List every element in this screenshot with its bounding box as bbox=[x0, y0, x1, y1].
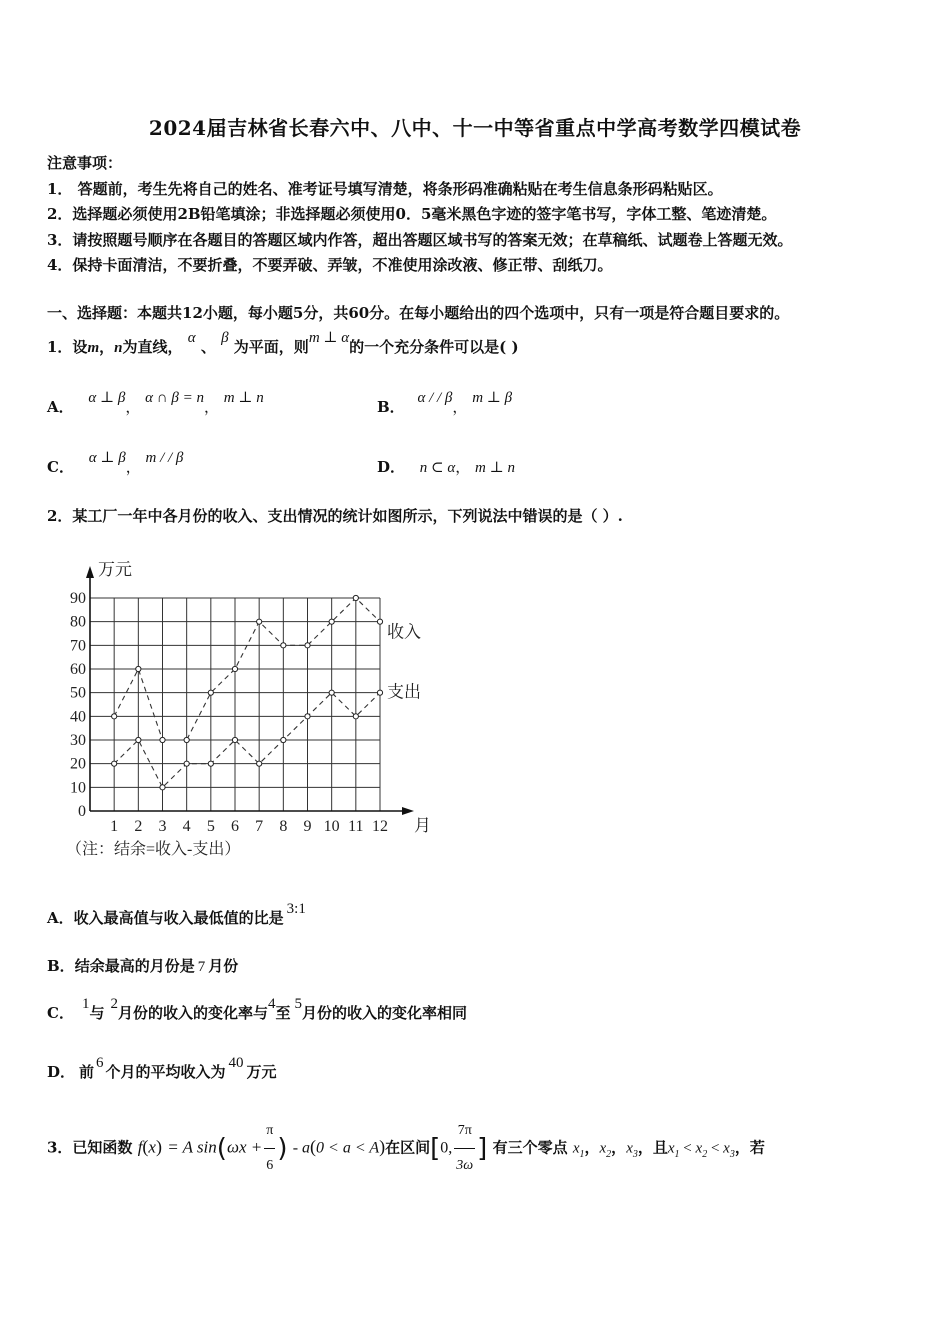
data-point bbox=[257, 761, 262, 766]
q2-option-b-text: 结余最高的月份是 bbox=[74, 957, 195, 975]
q2-option-c-t4: 月份的收入的变化率相同 bbox=[302, 1004, 468, 1022]
q2-option-c-v2: 2 bbox=[110, 996, 118, 1012]
y-tick-label: 80 bbox=[70, 613, 86, 631]
q3-condition: 0 < a < A bbox=[316, 1139, 380, 1157]
q2-option-b-value: 7 bbox=[197, 959, 206, 975]
q3-x3: x bbox=[626, 1140, 633, 1157]
q1-option-a-label: A． bbox=[47, 398, 74, 416]
q1-option-d[interactable] bbox=[377, 456, 515, 477]
q2-option-c-label: C． bbox=[47, 1004, 74, 1022]
x-tick-label: 9 bbox=[303, 818, 312, 835]
q1-text-2: 为直线， bbox=[122, 338, 183, 356]
chart-axes bbox=[86, 566, 414, 815]
q3-three-omega: 3ω bbox=[456, 1158, 474, 1173]
data-point bbox=[160, 785, 165, 790]
data-point bbox=[281, 643, 286, 648]
q3-text-5: ，若 bbox=[734, 1138, 765, 1157]
series-label: 收入 bbox=[387, 622, 421, 642]
q3-pi: π bbox=[264, 1114, 275, 1149]
q3-ineq-x2: x bbox=[695, 1140, 703, 1157]
q1-option-c-part-2: ， bbox=[125, 458, 141, 476]
y-tick-label: 60 bbox=[70, 661, 86, 678]
data-point bbox=[136, 666, 141, 671]
q3-pi-over-6 bbox=[264, 1114, 275, 1183]
x-tick-label: 5 bbox=[206, 818, 215, 835]
q1-sep: 、 bbox=[200, 338, 216, 356]
y-tick-label: 10 bbox=[70, 779, 86, 797]
q2-option-c-v1: 1 bbox=[81, 996, 90, 1012]
chart-ticks bbox=[70, 590, 388, 835]
data-point bbox=[112, 714, 117, 719]
q1-beta: β bbox=[221, 330, 229, 346]
q1-option-c-label: C． bbox=[47, 458, 74, 476]
q1-option-b-part-2: ， bbox=[452, 398, 468, 416]
q1-m: m bbox=[87, 340, 100, 356]
notice-item-3: 3．请按照题号顺序在各题目的答题区域内作答，超出答题区域书写的答案无效；在草稿纸、试题卷上答题无效。 bbox=[47, 231, 793, 249]
data-point bbox=[353, 714, 358, 719]
q1-option-b-part-3: m ⊥ β bbox=[472, 390, 513, 406]
q2-option-c-t3: 至 bbox=[275, 1004, 291, 1022]
q2-option-b-label: B． bbox=[47, 957, 75, 975]
q3-zero: 0, bbox=[440, 1139, 453, 1157]
x-tick-label: 12 bbox=[372, 818, 388, 835]
data-point bbox=[329, 690, 334, 695]
q2-option-d-label: D． bbox=[47, 1063, 76, 1081]
data-point bbox=[208, 761, 213, 766]
question-2-stem: 2．某工厂一年中各月份的收入、支出情况的统计如图所示，下列说法中错误的是（ ）. bbox=[47, 507, 623, 525]
q3-x3-sub: 3 bbox=[632, 1148, 638, 1160]
q3-seven-pi: 7π bbox=[454, 1114, 475, 1149]
q2-option-d-v1: 6 bbox=[96, 1055, 104, 1071]
q2-option-d-v2: 40 bbox=[228, 1055, 244, 1071]
x-axis-arrow bbox=[402, 807, 414, 815]
series-label: 支出 bbox=[387, 682, 421, 702]
q2-option-c[interactable] bbox=[47, 996, 468, 1023]
q1-option-a-part-2: ， bbox=[125, 398, 141, 416]
notice-item-1: 1． 答题前，考生先将自己的姓名、准考证号填写清楚，将条形码准确粘贴在考生信息条形码粘贴区。 bbox=[47, 180, 723, 198]
data-point bbox=[377, 619, 382, 624]
q3-eq: = A sin bbox=[167, 1137, 217, 1157]
q2-option-a-text: 收入最高值与收入最低值的比是 bbox=[73, 909, 284, 927]
page-title: 2024届吉林省长春六中、八中、十一中等省重点中学高考数学四模试卷 bbox=[148, 116, 802, 140]
q1-option-d-part-3: m ⊥ n bbox=[475, 460, 515, 476]
q1-option-c-part-3: m / / β bbox=[145, 450, 184, 466]
chart-note: （注：结余=收入-支出） bbox=[66, 841, 241, 858]
question-1-stem bbox=[47, 330, 519, 357]
income-expense-chart bbox=[62, 548, 442, 863]
x-tick-label: 1 bbox=[110, 818, 119, 835]
data-point bbox=[208, 690, 213, 695]
q1-n: n bbox=[114, 340, 123, 356]
y-tick-label: 40 bbox=[70, 708, 86, 726]
q1-option-d-part-1: n ⊂ α bbox=[419, 460, 456, 476]
q3-x2-sub: 2 bbox=[606, 1148, 612, 1160]
y-tick-label: 50 bbox=[70, 684, 86, 702]
q2-option-c-t2: 月份的收入的变化率与 bbox=[117, 1004, 268, 1022]
x-tick-label: 4 bbox=[182, 818, 191, 835]
q1-option-c-part-1: α ⊥ β bbox=[88, 450, 126, 466]
x-tick-label: 6 bbox=[231, 818, 239, 835]
x-tick-label: 11 bbox=[348, 818, 364, 835]
q3-text-2: 在区间 bbox=[385, 1138, 431, 1157]
y-tick-label: 20 bbox=[70, 755, 86, 773]
q3-ineq-x1: x bbox=[667, 1140, 675, 1157]
q1-alpha: α bbox=[187, 330, 196, 346]
data-point bbox=[257, 619, 262, 624]
q1-text-4: 的一个充分条件可以是( ) bbox=[349, 338, 519, 356]
q1-text-1: 1．设 bbox=[47, 338, 88, 356]
q3-ineq-sub-2: 2 bbox=[702, 1148, 708, 1160]
q1-option-a-part-4: ， bbox=[203, 398, 219, 416]
q1-text-3: 为平面，则 bbox=[233, 338, 309, 356]
data-point bbox=[329, 619, 334, 624]
data-point bbox=[184, 761, 189, 766]
q1-option-a-part-1: α ⊥ β bbox=[88, 390, 126, 406]
q1-condition: m ⊥ α bbox=[308, 330, 350, 346]
q3-x1-sub: 1 bbox=[579, 1148, 585, 1160]
data-point bbox=[112, 761, 117, 766]
section-heading: 一、选择题：本题共12小题，每小题5分，共60分。在每小题给出的四个选项中，只有一项是符合题目要求的。 bbox=[47, 304, 790, 322]
x-tick-label: 7 bbox=[255, 818, 264, 835]
data-point bbox=[353, 595, 358, 600]
x-tick-label: 8 bbox=[279, 818, 288, 835]
q3-text-3: 有三个零点 bbox=[492, 1138, 568, 1157]
x-tick-label: 3 bbox=[158, 818, 167, 835]
q3-text-1: 3．已知函数 bbox=[47, 1138, 133, 1157]
data-point bbox=[232, 666, 237, 671]
q1-option-a[interactable] bbox=[47, 390, 264, 417]
q1-option-b-part-1: α / / β bbox=[417, 390, 453, 406]
q3-x1: x bbox=[572, 1140, 580, 1157]
q3-ineq-sub-3: 3 bbox=[729, 1148, 735, 1160]
q1-comma: ， bbox=[99, 338, 115, 356]
q3-minus-a: - a bbox=[292, 1139, 311, 1157]
y-tick-label: 70 bbox=[70, 637, 86, 655]
notice-heading: 注意事项： bbox=[47, 154, 123, 172]
q1-option-b[interactable] bbox=[377, 390, 513, 417]
data-point bbox=[160, 737, 165, 742]
data-point bbox=[136, 737, 141, 742]
data-point bbox=[184, 737, 189, 742]
x-tick-label: 10 bbox=[323, 818, 340, 835]
q3-omega-x: ωx + bbox=[226, 1137, 263, 1157]
chart-y-label: 万元 bbox=[98, 560, 132, 579]
q3-f: f bbox=[137, 1137, 143, 1157]
q2-option-c-v4: 5 bbox=[294, 996, 302, 1012]
q3-ineq-sub-1: 1 bbox=[674, 1148, 680, 1160]
y-tick-label: 30 bbox=[70, 732, 86, 749]
q3-x: x bbox=[148, 1137, 156, 1157]
q2-option-b-tail: 月份 bbox=[208, 957, 239, 975]
y-axis-arrow bbox=[86, 566, 94, 578]
q1-option-d-label: D． bbox=[377, 458, 406, 476]
chart-grid bbox=[90, 598, 380, 811]
y-tick-label: 0 bbox=[78, 803, 86, 820]
q1-option-a-part-3: α ∩ β = n bbox=[145, 390, 204, 406]
x-tick-label: 2 bbox=[134, 818, 143, 835]
q3-x2: x bbox=[599, 1140, 607, 1157]
data-point bbox=[232, 737, 237, 742]
q2-option-a-value: 3:1 bbox=[286, 901, 306, 917]
q3-interval-end bbox=[454, 1114, 475, 1183]
q3-comma-2: ， bbox=[611, 1138, 627, 1157]
q1-option-b-label: B． bbox=[377, 398, 405, 416]
question-3-stem: 3．已知函数 f(x) = A sin(ωx + $\frac{\pi}{6}$ ) - a(0 < a < A)在区间[0, $\frac{7\pi}{3\omega}$ ] 有三个零点 $x_1$，$x_2$，$x_3$，且$x_1 < x_2 < x_3$，若 bbox=[47, 1114, 765, 1183]
notice-item-4: 4．保持卡面清洁，不要折叠，不要弄破、弄皱，不准使用涂改液、修正带、刮纸刀。 bbox=[47, 256, 613, 274]
q2-option-b[interactable] bbox=[47, 955, 238, 976]
q2-option-d-t3: 万元 bbox=[246, 1063, 277, 1081]
q1-option-c[interactable] bbox=[47, 450, 184, 477]
q1-option-a-part-5: m ⊥ n bbox=[223, 390, 264, 406]
q2-option-a-label: A． bbox=[47, 909, 74, 927]
q2-option-d-t1: 前 bbox=[79, 1063, 95, 1081]
q2-option-d-t2: 个月的平均收入为 bbox=[105, 1063, 226, 1081]
data-point bbox=[305, 643, 310, 648]
notice-item-2: 2．选择题必须使用2B铅笔填涂；非选择题必须使用0．5毫米黑色字迹的签字笔书写，字体工整、笔迹清楚。 bbox=[47, 205, 777, 223]
q2-option-d[interactable] bbox=[47, 1055, 277, 1082]
q1-option-d-part-2: ， bbox=[455, 458, 471, 476]
q2-option-c-t1: 与 bbox=[89, 1004, 105, 1022]
q2-option-a[interactable] bbox=[47, 901, 306, 928]
data-point bbox=[377, 690, 382, 695]
data-point bbox=[305, 714, 310, 719]
chart-x-label: 月 bbox=[414, 816, 431, 835]
q3-six: 6 bbox=[266, 1158, 274, 1173]
q3-ineq-x3: x bbox=[723, 1140, 730, 1157]
y-tick-label: 90 bbox=[70, 590, 86, 607]
q3-comma-1: ， bbox=[584, 1138, 600, 1157]
q3-text-4: ，且 bbox=[637, 1138, 668, 1157]
data-point bbox=[281, 737, 286, 742]
q2-option-c-v3: 4 bbox=[267, 996, 276, 1012]
